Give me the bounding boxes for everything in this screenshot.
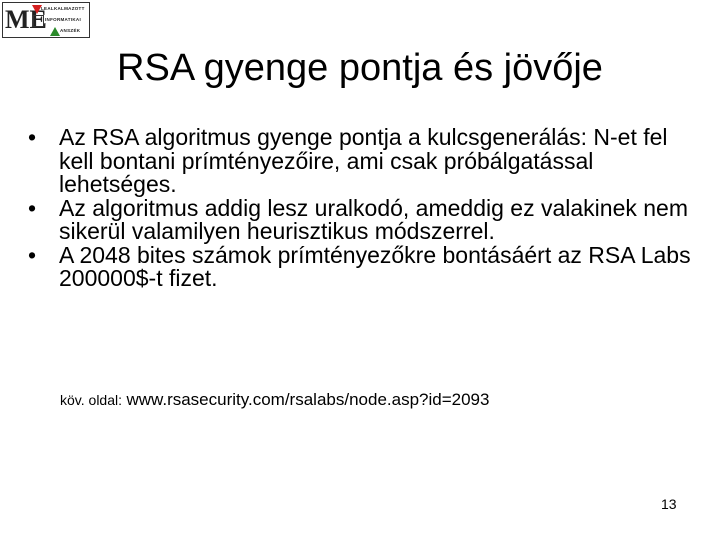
bullet-item — [28, 126, 708, 197]
logo-text-line-2: INFORMATIKAI — [45, 17, 82, 22]
logo-text-line-3: ANSZÉK — [60, 28, 81, 33]
slide-title: RSA gyenge pontja és jövője — [117, 47, 603, 89]
logo-box-icon — [33, 15, 44, 27]
bullet-item — [28, 194, 708, 244]
logo-green-triangle-icon — [50, 27, 60, 36]
next-page-note — [60, 390, 489, 410]
bullet-text: A 2048 bites számok prímtényezőkre bontásáért az RSA Labs 200000$-t fizet. — [59, 241, 691, 291]
bullet-text: Az RSA algoritmus gyenge pontja a kulcsgenerálás: N-et fel kell bontani prímtényezőire, ami csak próbálgatással lehetséges. — [59, 124, 668, 197]
bullet-item — [28, 241, 708, 291]
bullet-icon: • — [28, 194, 37, 221]
logo-text-line-1: LEALKALMAZOTT — [41, 6, 85, 11]
bullet-list — [28, 126, 708, 291]
page-number: 13 — [661, 496, 677, 512]
logo-letters: ME — [5, 5, 47, 34]
department-logo — [2, 2, 90, 38]
bullet-icon: • — [28, 241, 37, 268]
note-label: köv. oldal: — [60, 392, 122, 408]
bullet-icon: • — [28, 124, 37, 150]
bullet-text: Az algoritmus addig lesz uralkodó, ameddig ez valakinek nem sikerül valamilyen heurisztikus módszerrel. — [59, 194, 688, 244]
note-url-link[interactable]: www.rsasecurity.com/rsalabs/node.asp?id=2093 — [126, 390, 490, 409]
